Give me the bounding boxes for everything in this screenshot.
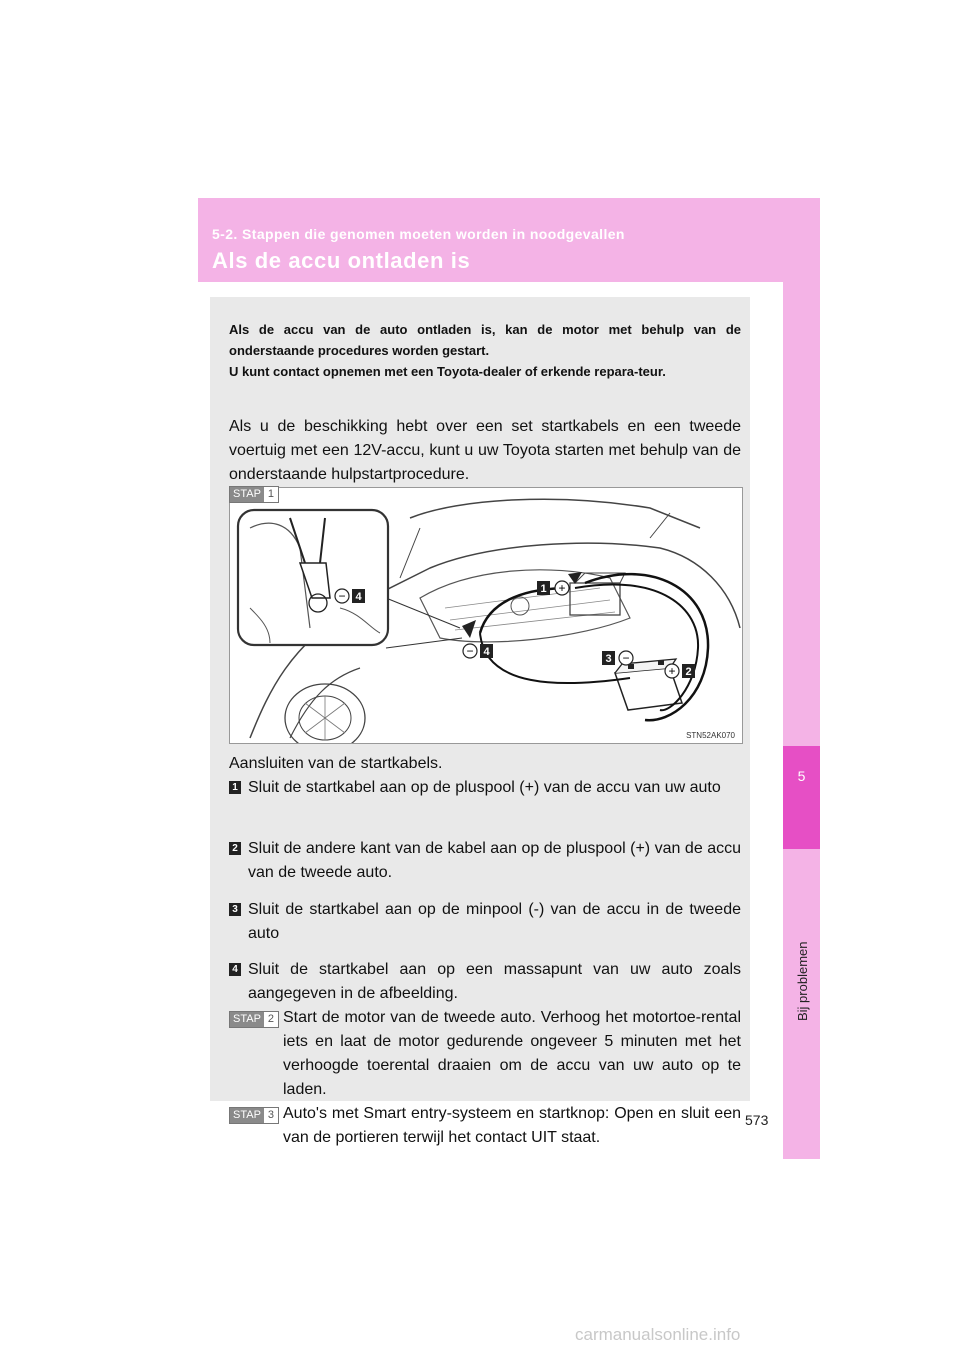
step-1-badge: STAP 1 (229, 486, 279, 503)
side-tab-upper (783, 282, 820, 746)
step-2-badge: STAP 2 (229, 1011, 279, 1028)
step-2-text: Start de motor van de tweede auto. Verhoog het motortoe-rental iets en laat de motor gedurende ongeveer 5 minuten met het verhoogde toerental draaien om de accu van uw auto op te laden. (283, 1009, 741, 1098)
callout-2 (665, 664, 695, 678)
section-title: 5-2. Stappen die genomen moeten worden in noodgevallen (212, 226, 625, 242)
chapter-label: Bij problemen (795, 941, 810, 1021)
substep-3: 3 Sluit de startkabel aan op de minpool (-) van de accu in de tweede auto (229, 898, 741, 946)
svg-text:+: + (558, 581, 566, 595)
svg-text:1: 1 (540, 583, 547, 595)
jump-start-figure (229, 487, 743, 744)
substep-1: 1 Sluit de startkabel aan op de pluspool (+) van de accu van uw auto (229, 776, 741, 800)
page-title: Als de accu ontladen is (212, 248, 471, 273)
step-3-badge: STAP 3 (229, 1107, 279, 1124)
svg-text:+: + (668, 664, 676, 678)
callout-4 (463, 644, 493, 658)
svg-text:4: 4 (483, 646, 490, 658)
intro-text (229, 319, 741, 382)
svg-text:−: − (338, 589, 346, 603)
connect-heading: Aansluiten van de startkabels. (229, 755, 443, 772)
watermark: carmanualsonline.info (575, 1325, 741, 1344)
page-number: 573 (745, 1112, 769, 1128)
intro-line-1: Als de accu van de auto ontladen is, kan de motor met behulp van de onderstaande procedures worden gestart. (229, 322, 741, 358)
section-header (198, 198, 820, 282)
engine-bay-illustration (230, 488, 742, 743)
figure-code: STN52AK070 (686, 731, 735, 740)
svg-text:−: − (466, 644, 474, 658)
svg-text:3: 3 (605, 653, 612, 665)
step-3-text: Auto's met Smart entry-systeem en startknop: Open en sluit een van de portieren terwijl het contact UIT staat. (283, 1105, 741, 1146)
svg-text:2: 2 (685, 666, 692, 678)
chapter-number: 5 (797, 768, 806, 784)
body-paragraph (229, 415, 741, 487)
substep-2: 2 Sluit de andere kant van de kabel aan op de pluspool (+) van de accu van de tweede auto. (229, 837, 741, 885)
step-3 (229, 1102, 741, 1150)
chapter-tab[interactable] (783, 746, 820, 849)
content-box (210, 297, 750, 1146)
intro-line-2: U kunt contact opnemen met een Toyota-dealer of erkende repara-teur. (229, 364, 666, 379)
svg-text:4: 4 (355, 591, 362, 603)
side-tab-lower (783, 849, 820, 1159)
callout-3 (602, 651, 633, 665)
instructions (229, 752, 741, 1146)
body-paragraph-text: Als u de beschikking hebt over een set startkabels en een tweede voertuig met een 12V-accu, kunt u uw Toyota starten met behulp van de onderstaande hulpstartprocedure. (229, 418, 741, 483)
svg-text:−: − (622, 651, 630, 665)
step-2 (229, 1006, 741, 1102)
substep-4: 4 Sluit de startkabel aan op een massapunt van uw auto zoals aangegeven in de afbeelding. (229, 958, 741, 1006)
